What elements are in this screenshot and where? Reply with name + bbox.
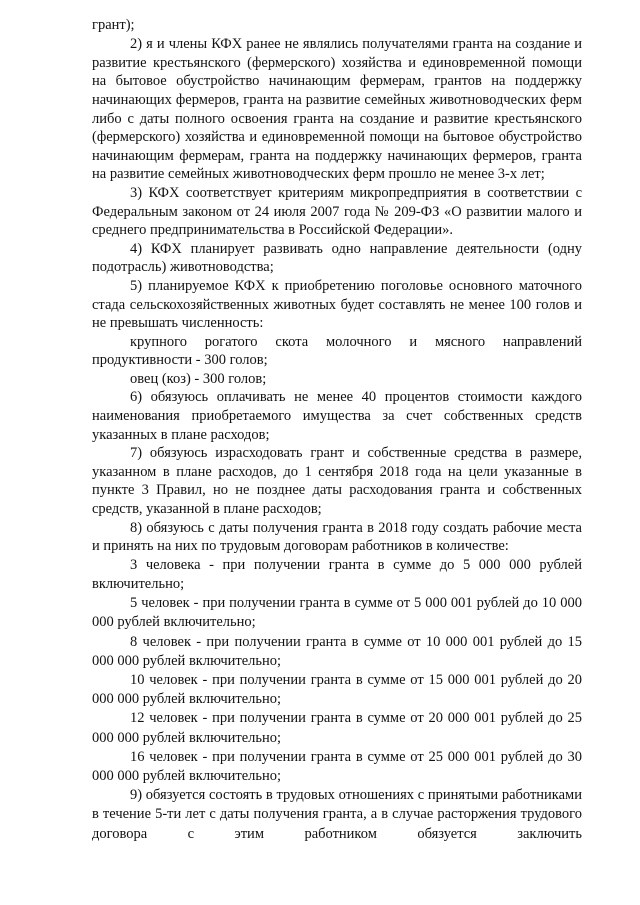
paragraph-jobs-16: 16 человек - при получении гранта в сумме от 25 000 001 рублей до 30 000 000 рублей включительно;	[92, 748, 582, 785]
document-body	[92, 16, 582, 844]
paragraph-item-2: 2) я и члены КФХ ранее не являлись получателями гранта на создание и развитие крестьянского (фермерского) хозяйства и единовременной помощи на бытовое обустройство начинающим фермерам, грантов на поддержку начинающих фермеров, гранта на развитие семейных животноводческих ферм либо с даты полного освоения гранта на создание и развитие крестьянского (фермерского) хозяйства и единовременной помощи на бытовое обустройство начинающим фермерам, гранта на поддержку начинающих фермеров, гранта на развитие семейных животноводческих ферм прошло не менее 3-х лет;	[92, 36, 582, 183]
paragraph-item-5: 5) планируемое КФХ к приобретению поголовье основного маточного стада сельскохозяйственных животных будет составлять не менее 100 голов и не превышать численность:	[92, 277, 582, 332]
paragraph-item-3: 3) КФХ соответствует критериям микропредприятия в соответствии с Федеральным законом от 24 июля 2007 года № 209-ФЗ «О развитии малого и среднего предпринимательства в Российской Федерации».	[92, 184, 582, 239]
paragraph-item-9: 9) обязуется состоять в трудовых отношениях с принятыми работниками в течение 5-ти лет с даты получения гранта, а в случае расторжения трудового договора с этим работником обязуется заключить	[92, 787, 582, 842]
paragraph-cattle-limit: крупного рогатого скота молочного и мясного направлений продуктивности - 300 голов;	[92, 333, 582, 369]
paragraph-sheep-limit: овец (коз) - 300 голов;	[130, 370, 267, 387]
paragraph-jobs-10: 10 человек - при получении гранта в сумме от 15 000 001 рублей до 20 000 000 рублей включительно;	[92, 672, 582, 708]
paragraph-item-8: 8) обязуюсь с даты получения гранта в 2018 году создать рабочие места и принять на них по трудовым договорам работников в количестве:	[92, 519, 582, 555]
paragraph-jobs-5: 5 человек - при получении гранта в сумме от 5 000 001 рублей до 10 000 000 рублей включительно;	[92, 595, 582, 631]
paragraph-item-6: 6) обязуюсь оплачивать не менее 40 процентов стоимости каждого наименования приобретаемого имущества за счет собственных средств указанных в плане расходов;	[92, 389, 582, 443]
paragraph-jobs-8: 8 человек - при получении гранта в сумме от 10 000 001 рублей до 15 000 000 рублей включительно;	[92, 633, 582, 669]
paragraph-grant-end: грант);	[92, 17, 135, 33]
paragraph-item-7: 7) обязуюсь израсходовать грант и собственные средства в размере, указанном в плане расходов, до 1 сентября 2018 года на цели указанные в пункте 3 Правил, но не позднее даты расходования гранта и собственных средств, указанной в плане расходов;	[92, 445, 582, 518]
paragraph-jobs-12: 12 человек - при получении гранта в сумме от 20 000 001 рублей до 25 000 000 рублей включительно;	[92, 710, 582, 746]
paragraph-item-4: 4) КФХ планирует развивать одно направление деятельности (одну подотрасль) животноводства;	[92, 240, 582, 276]
paragraph-jobs-3: 3 человека - при получении гранта в сумме до 5 000 000 рублей включительно;	[92, 556, 582, 593]
